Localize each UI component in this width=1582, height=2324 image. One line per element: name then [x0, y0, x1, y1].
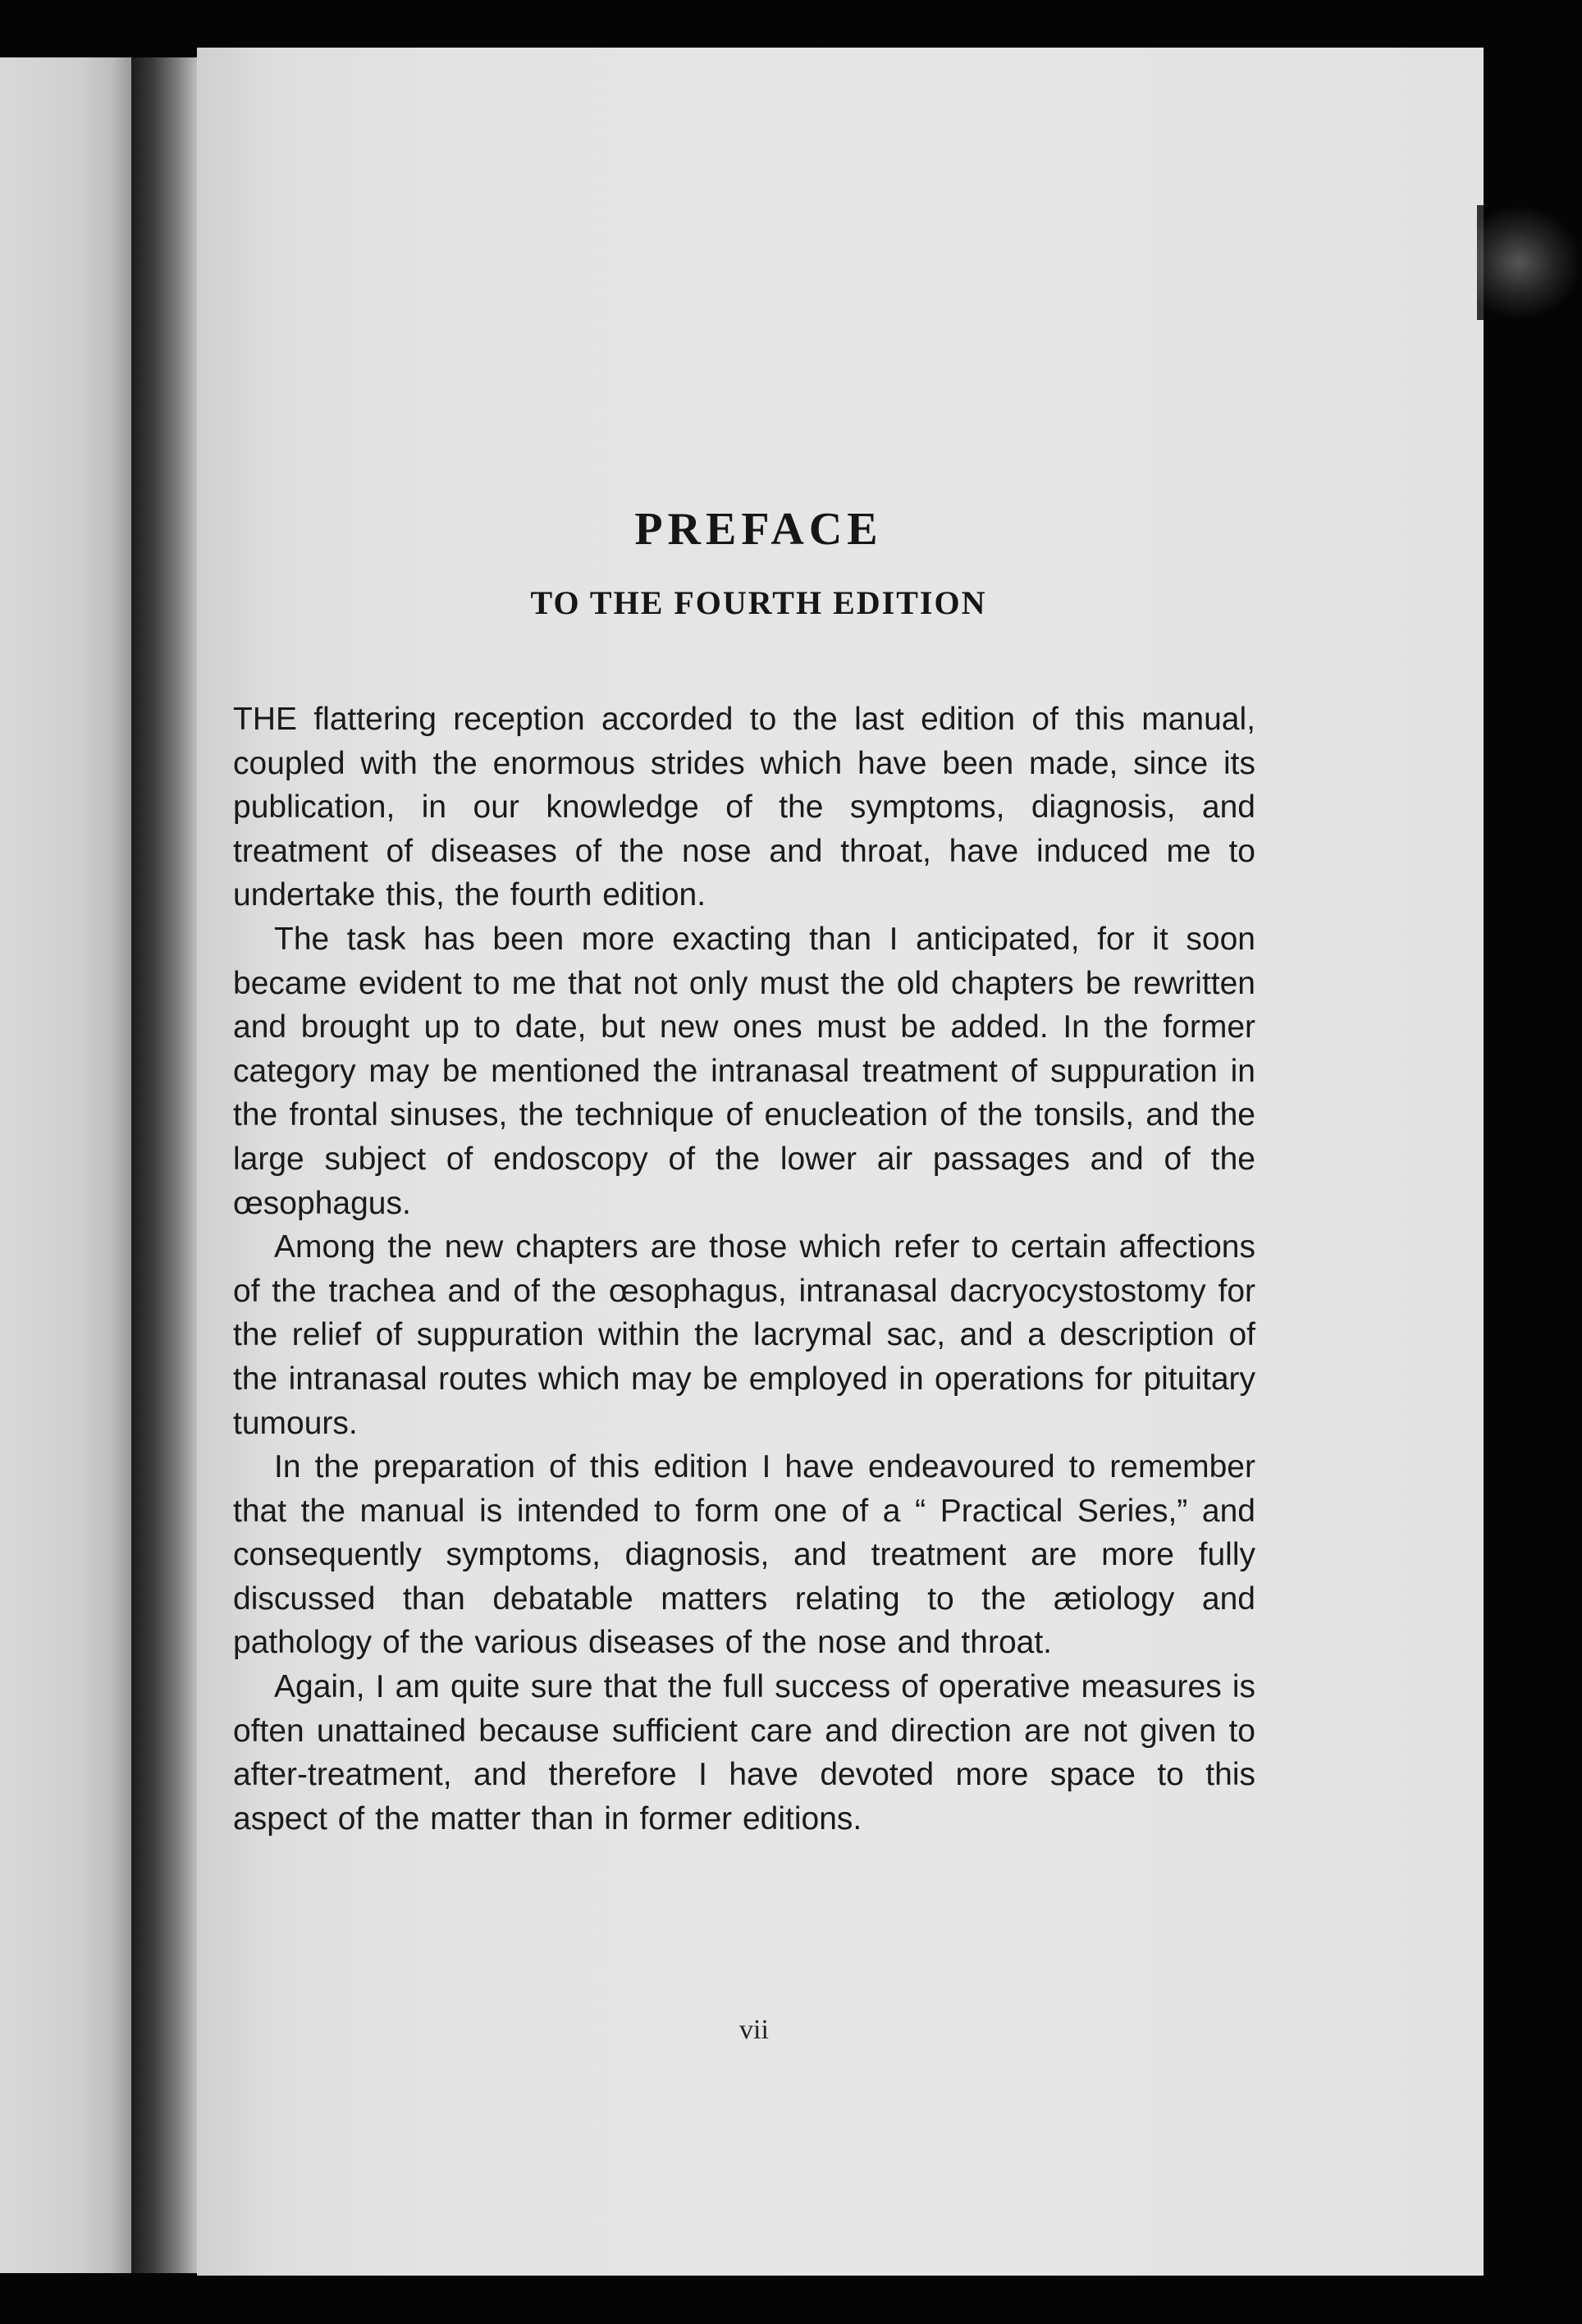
- page-subtitle: TO THE FOURTH EDITION: [530, 584, 987, 621]
- paragraph-4: In the preparation of this edition I have endeavoured to remember that the manual is intended to form one of a “ Practical Series,” and consequently symptoms, diagnosis, and treatment are more fully discussed than debatable matters relating to the ætiology and pathology of the various diseases of the nose and throat.: [233, 1449, 1255, 1661]
- page-number: vii: [739, 2015, 769, 2045]
- scan-artifact: [1477, 205, 1582, 320]
- paragraph-1: THE flattering reception accorded to the last edition of this manual, coupled with the enormous strides which have been made, since its publication, in our knowledge of the symptoms, diagnosis, and treatment of diseases of the nose and throat, have induced me to undertake this, the fourth edition.: [233, 702, 1255, 913]
- preface-body: [233, 698, 1255, 1841]
- paragraph-5: Again, I am quite sure that the full success of operative measures is often unattained because sufficient care and direction are not given to after-treatment, and therefore I have devoted more space to this aspect of the matter than in former editions.: [233, 1669, 1255, 1837]
- paragraph-3: Among the new chapters are those which refer to certain affections of the trachea and of the œsophagus, intranasal dacryocystostomy for the relief of suppuration within the lacrymal sac, and a description of the intranasal routes which may be employed in operations for pituitary tumours.: [233, 1229, 1255, 1441]
- page-title: PREFACE: [634, 504, 883, 555]
- paragraph-2: The task has been more exacting than I anticipated, for it soon became evident to me that not only must the old chapters be rewritten and brought up to date, but new ones must be added. In the former category may be mentioned the intranasal treatment of suppuration in the frontal sinuses, the technique of enucleation of the tonsils, and the large subject of endoscopy of the lower air passages and of the œsophagus.: [233, 921, 1255, 1221]
- preface-content: [233, 492, 1255, 1841]
- facing-page-edge: [0, 57, 131, 2273]
